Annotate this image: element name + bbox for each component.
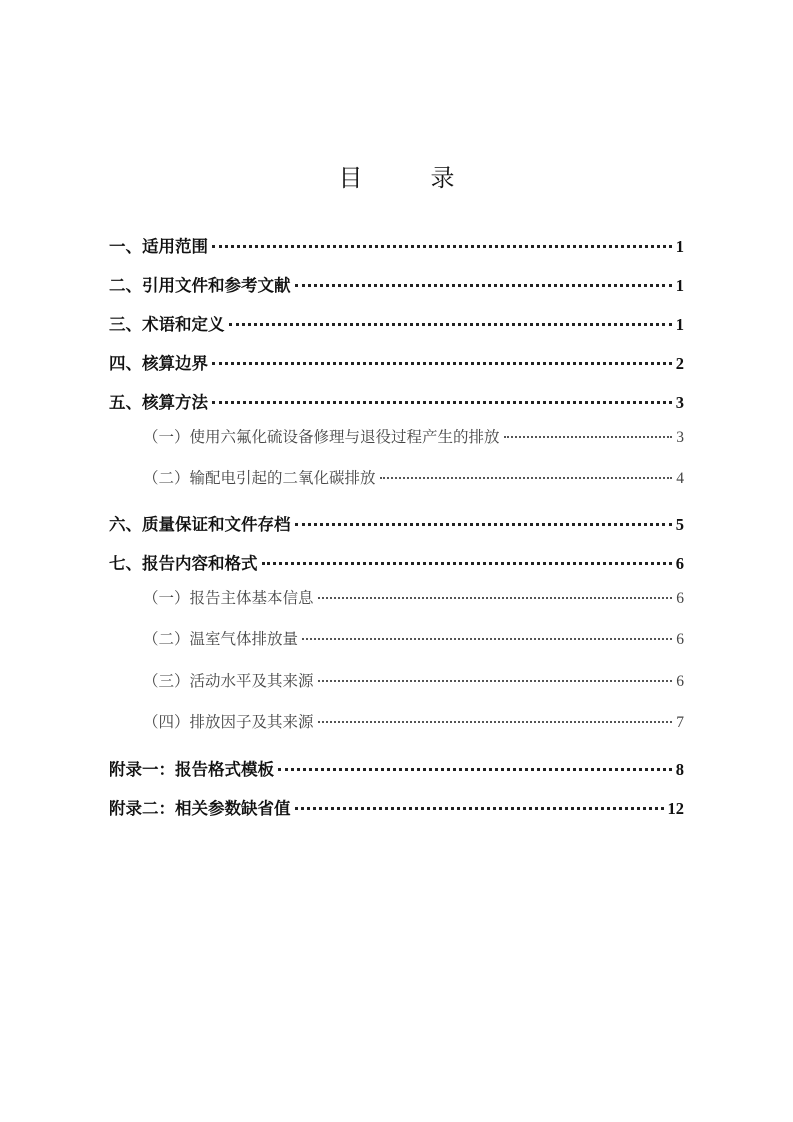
toc-dot-leader (212, 401, 672, 404)
toc-entry-text: （三）活动水平及其来源 (143, 672, 314, 690)
toc-page-number: 1 (675, 315, 684, 334)
toc-page-number: 4 (676, 470, 684, 487)
toc-page-number: 6 (676, 590, 684, 607)
toc-dot-leader (295, 523, 672, 526)
toc-entry-text: （一）使用六氟化硫设备修理与退役过程产生的排放 (143, 428, 500, 446)
toc-dot-leader (295, 284, 672, 287)
toc-page-number: 8 (675, 760, 684, 779)
toc-page-number: 2 (675, 354, 684, 373)
toc-entry-text: 四、核算边界 (109, 354, 208, 373)
toc-dot-leader (295, 807, 664, 810)
toc-subentry-activity-level[interactable] (143, 669, 684, 691)
toc-page-number: 7 (676, 714, 684, 731)
toc-entry-terms[interactable] (109, 311, 684, 335)
toc-dot-leader (318, 597, 673, 599)
toc-page-number: 3 (675, 393, 684, 412)
toc-entry-text: （四）排放因子及其来源 (143, 713, 314, 731)
toc-page-number: 6 (675, 554, 684, 573)
toc-subentry-sf6-emissions[interactable] (143, 425, 684, 447)
toc-dot-leader (504, 436, 673, 438)
toc-page-number: 12 (667, 799, 684, 818)
toc-dot-leader (278, 768, 672, 771)
toc-subentry-entity-info[interactable] (143, 586, 684, 608)
toc-dot-leader (318, 721, 673, 723)
toc-title: 目 录 (338, 164, 477, 192)
toc-entry-appendix-2[interactable] (109, 795, 684, 819)
toc-entry-text: 附录一：报告格式模板 (109, 760, 274, 779)
toc-entry-text: 六、质量保证和文件存档 (109, 515, 291, 534)
toc-entry-text: 附录二：相关参数缺省值 (109, 799, 291, 818)
toc-dot-leader (302, 638, 672, 640)
toc-entry-text: 七、报告内容和格式 (109, 554, 258, 573)
toc-page-number: 3 (676, 429, 684, 446)
toc-subentry-emission-factors[interactable] (143, 710, 684, 732)
toc-dot-leader (380, 477, 673, 479)
toc-entry-references[interactable] (109, 272, 684, 296)
toc-entry-report-content[interactable] (109, 550, 684, 574)
toc-dot-leader (229, 323, 672, 326)
toc-entry-text: 一、适用范围 (109, 237, 208, 256)
toc-entry-text: （二）温室气体排放量 (143, 630, 299, 648)
toc-page-number: 6 (676, 631, 684, 648)
toc-entry-methods[interactable] (109, 389, 684, 413)
toc-entry-text: （二）输配电引起的二氧化碳排放 (143, 469, 376, 487)
toc-entry-boundary[interactable] (109, 350, 684, 374)
toc-entry-appendix-1[interactable] (109, 756, 684, 780)
toc-dot-leader (212, 245, 672, 248)
toc-page-number: 1 (675, 237, 684, 256)
toc-dot-leader (212, 362, 672, 365)
toc-entry-quality-assurance[interactable] (109, 511, 684, 535)
toc-entry-scope[interactable] (109, 233, 684, 257)
toc-subentry-co2-emissions[interactable] (143, 466, 684, 488)
toc-page-number: 6 (676, 673, 684, 690)
toc-dot-leader (318, 680, 673, 682)
toc-page-number: 5 (675, 515, 684, 534)
toc-entry-text: 五、核算方法 (109, 393, 208, 412)
toc-entry-text: 二、引用文件和参考文献 (109, 276, 291, 295)
toc-page-number: 1 (675, 276, 684, 295)
toc-subentry-ghg-emissions[interactable] (143, 627, 684, 649)
toc-entry-text: 三、术语和定义 (109, 315, 225, 334)
toc-entry-text: （一）报告主体基本信息 (143, 589, 314, 607)
toc-dot-leader (262, 562, 672, 565)
